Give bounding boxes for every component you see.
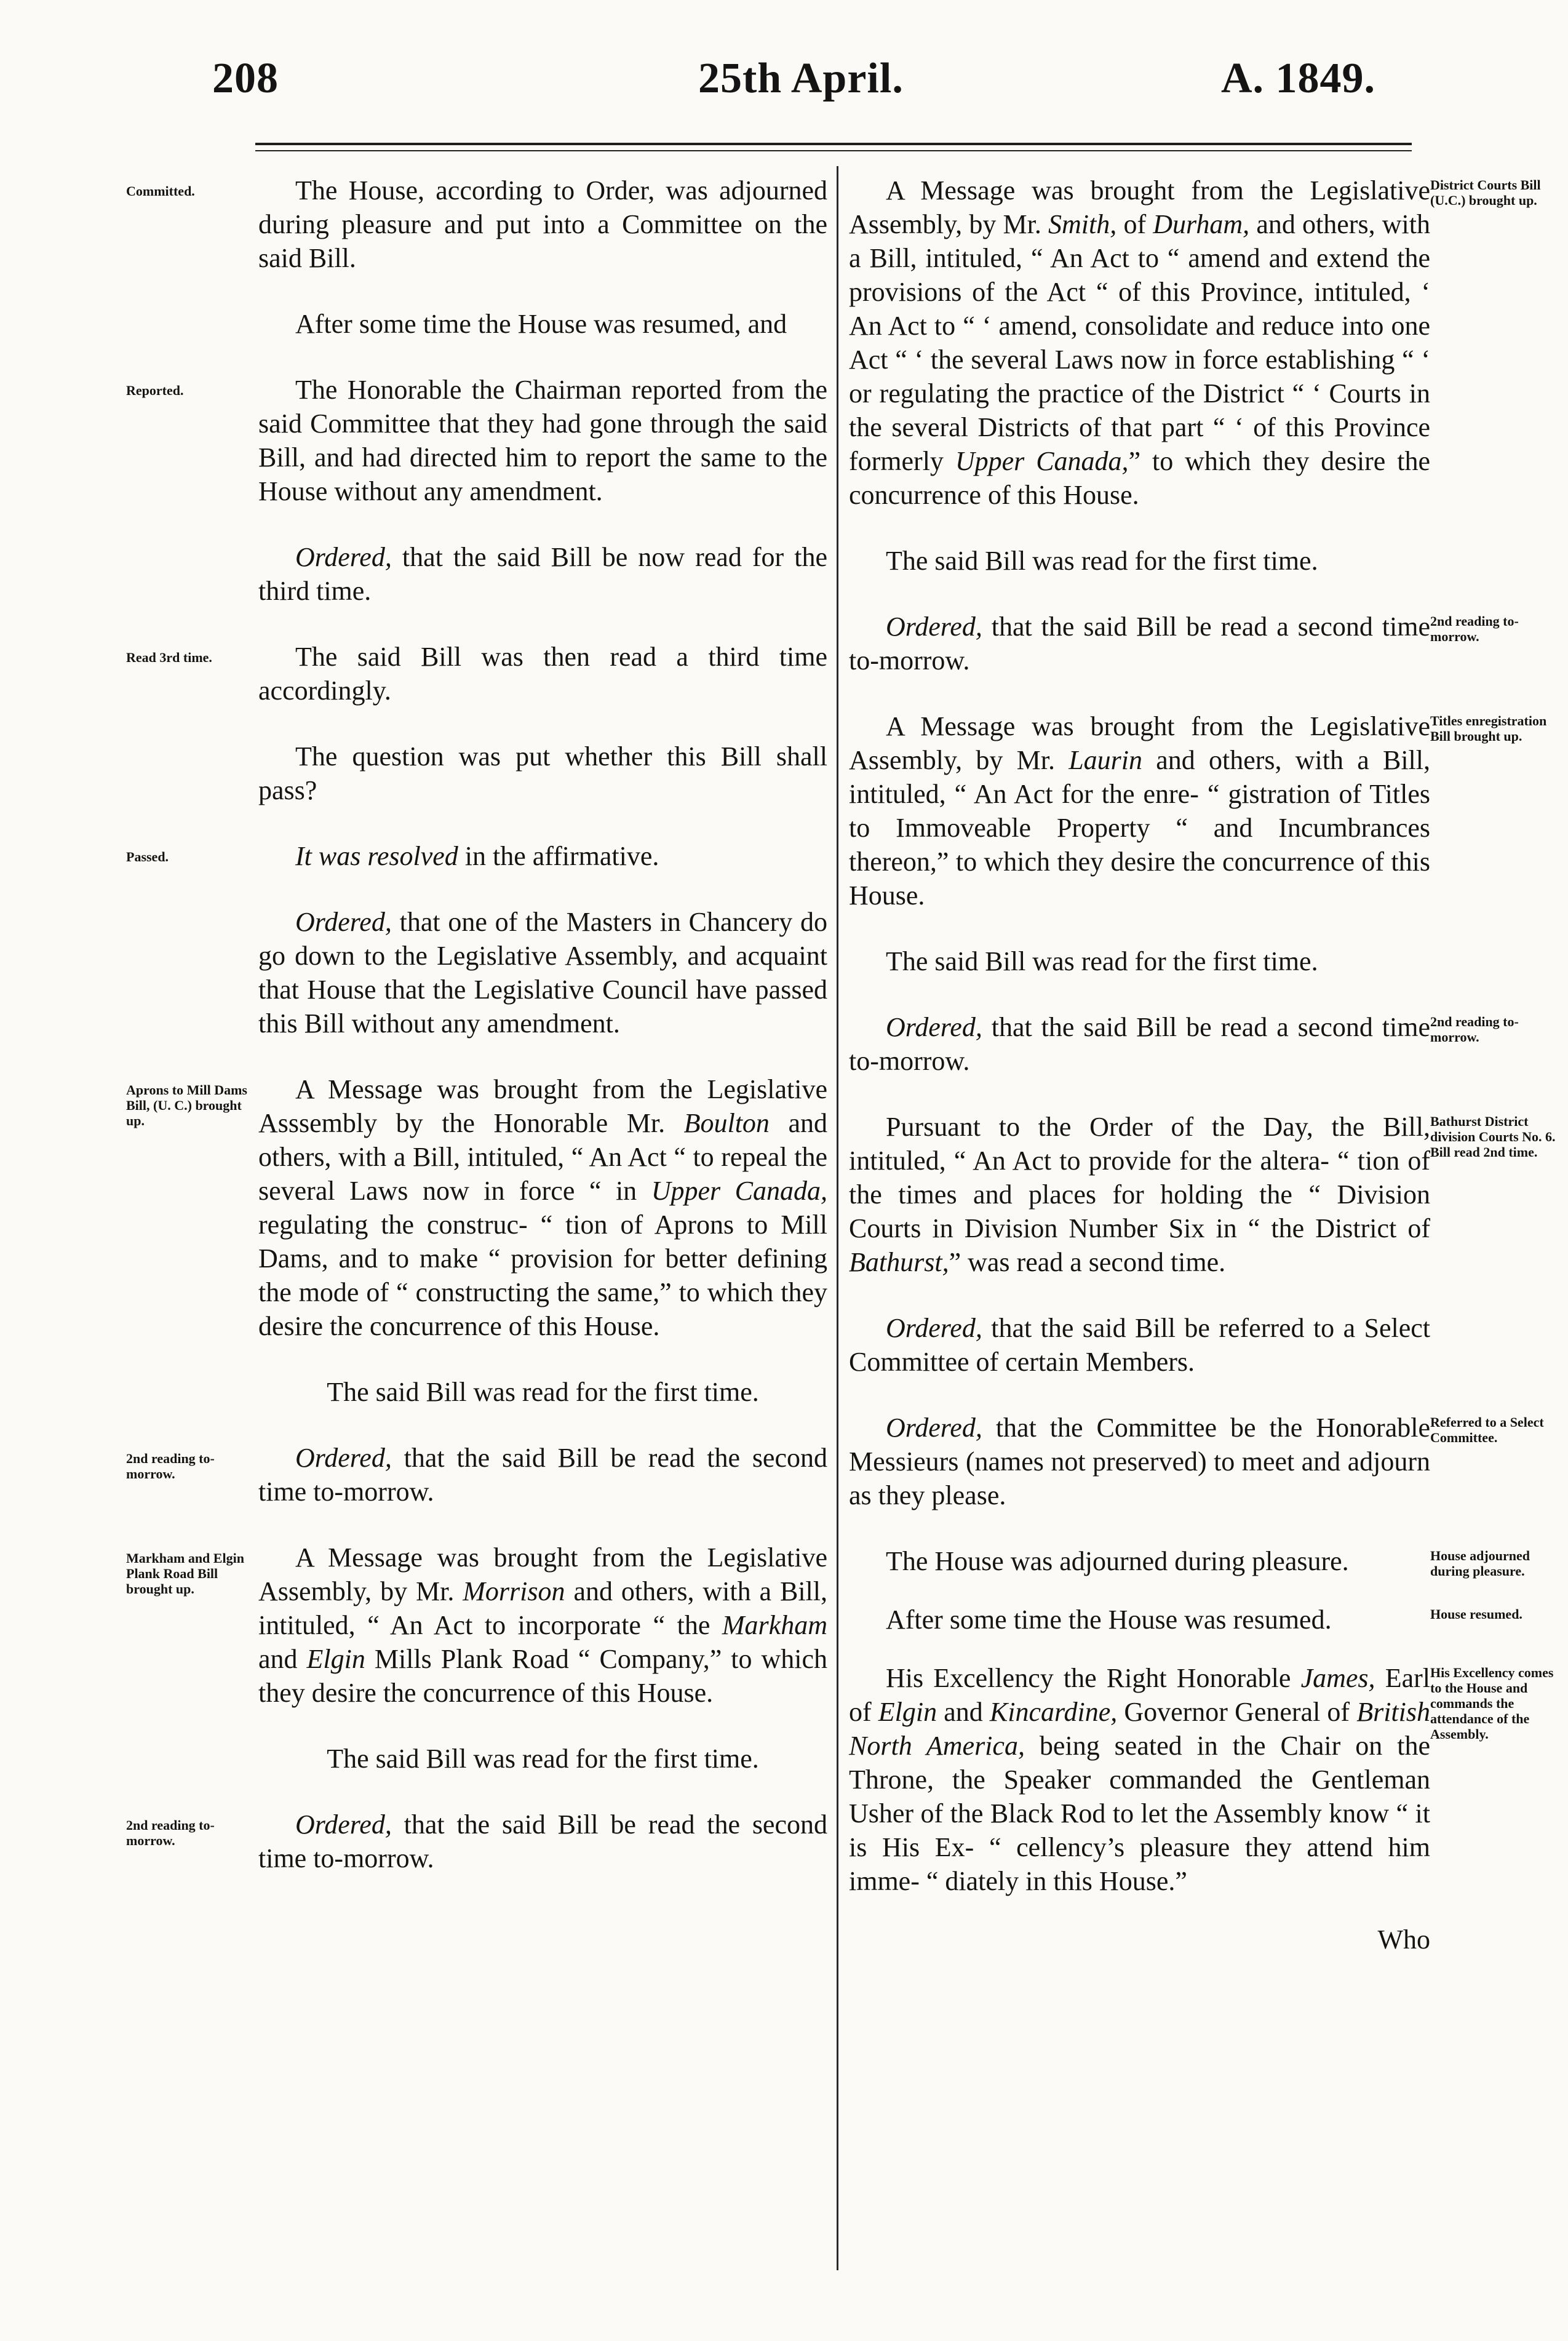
text-run: A Message was brought from the Legislative Assembly, by Mr. [258,1542,827,1606]
paragraph [849,709,1547,912]
column-divider [837,166,838,2270]
margin-note: House adjourned during pleasure. [1430,1548,1530,1579]
italic-text: Upper Canada, [651,1176,827,1206]
margin-note: Bathurst District division Courts No. 6. Bill read 2nd time. [1430,1114,1556,1160]
text-run: Mills Plank Road “ Company,” to which they desire the concurrence of this House. [258,1644,828,1708]
paragraph [126,1441,827,1509]
italic-text: Boulton [683,1108,770,1138]
margin-note: House resumed. [1430,1606,1522,1622]
italic-text: Ordered, [295,542,392,572]
paragraph [849,1603,1522,1637]
italic-text: Markham [722,1610,827,1640]
italic-text: Smith, [1048,209,1117,239]
paragraph [126,1808,827,1875]
text-run: The said Bill was read for the first time. [327,1744,759,1774]
text-run: After some time the House was resumed. [886,1605,1332,1635]
paragraph [126,373,827,508]
text-run: and [937,1697,990,1727]
italic-text: Laurin [1069,745,1143,775]
paragraph [849,1110,1556,1279]
text-run: and [258,1644,307,1674]
text-run: Earl of [849,1663,1430,1727]
text-run: and others, with a Bill, intituled, “ An Act to “ amend and extend the provisions of the Act “ of this Province, intituled, ‘ An Act to “ ‘ amend, consolidate and reduce into one Act “ ‘ the several Laws now in force establishing “ ‘ or regulating the practice of the District “ ‘ Courts in the several Districts of that part “ ‘ of this Province formerly [849,209,1430,476]
italic-text: Durham, [1153,209,1250,239]
italic-text: Elgin [878,1697,937,1727]
text-run: that the said Bill be now read for the third time. [258,542,827,606]
italic-text: Bathurst, [849,1247,949,1277]
margin-note: Titles enregistration Bill brought up. [1430,713,1547,744]
catchword: Who [1377,1924,1430,1955]
margin-note: Read 3rd time. [126,650,212,665]
text-run: that the said Bill be referred to a Select Committee of certain Members. [849,1313,1430,1377]
paragraph [849,544,1430,578]
paragraph [849,944,1430,978]
text-run: The said Bill was read for the first time. [327,1377,759,1407]
margin-note: 2nd reading to-morrow. [126,1817,215,1848]
italic-text: Kincardine, [989,1697,1118,1727]
italic-text: Ordered, [886,1012,982,1042]
text-run: that the Committee be the Honorable Messieurs (names not preserved) to meet and adjourn as they please. [849,1413,1430,1510]
text-run: A Message was brought from the Legislative Asssembly by the Honorable Mr. [258,1074,827,1138]
page-date: 25th April. [698,55,904,102]
text-run: that the said Bill be read a second time to-morrow. [849,612,1430,676]
italic-text: Ordered, [886,612,982,642]
text-run: The Honorable the Chairman reported from the said Committee that they had gone through the said Bill, and had directed him to report the same to the House without any amendment. [258,375,827,506]
text-run: regulating the construc- “ tion of Aprons to Mill Dams, and to make “ provision for better defining the mode of “ constructing the same,” to which they desire the concurrence of this House. [258,1210,827,1341]
paragraph [258,1742,827,1776]
margin-note: Reported. [126,383,184,398]
italic-text: Elgin [306,1644,365,1674]
text-run: The House, according to Order, was adjourned during pleasure and put into a Committee on the said Bill. [258,175,827,273]
right-column [849,173,1556,1955]
text-run: that the said Bill be read a second time to-morrow. [849,1012,1430,1076]
margin-note: Passed. [126,849,169,864]
header-rule-thin [255,150,1412,151]
text-run: and others, with a Bill, intituled, “ An Act “ to repeal the several Laws now in force “ in [258,1108,828,1206]
paragraph [126,173,827,275]
text-run: His Excellency the Right Honorable [886,1663,1301,1693]
margin-note: Aprons to Mill Dams Bill, (U. C.) brought up. [126,1082,247,1128]
paragraph [849,1544,1530,1579]
paragraph [849,173,1541,512]
page-number: 208 [212,55,279,102]
paragraph [126,640,827,708]
left-column [126,173,828,1907]
text-run: and others, with a Bill, intituled, “ An Act to incorporate “ the [258,1576,827,1640]
italic-text: Ordered, [295,907,392,937]
paragraph [126,1541,828,1710]
text-run: A Message was brought from the Legislative Assembly, by Mr. [849,175,1430,239]
header-rule [255,143,1412,145]
paragraph [126,839,827,873]
text-run: Pursuant to the Order of the Day, the Bill, intituled, “ An Act to provide for the altera- “ tion of the times and places for holding the “ Division Courts in Division Number Six in “ the District of [849,1112,1430,1243]
text-run: and others, with a Bill, intituled, “ An Act for the enre- “ gistration of Titles to Immoveable Property “ and Incumbrances thereon,” to which they desire the concurrence of this House. [849,745,1430,911]
italic-text: Ordered, [886,1313,982,1343]
margin-note: Referred to a Select Committee. [1430,1414,1544,1445]
text-run: in the affirmative. [458,841,659,871]
paragraph [849,1311,1430,1379]
text-run: The said Bill was read for the first time. [886,546,1318,576]
text-run: of [1116,209,1153,239]
paragraph [258,540,827,608]
paragraph [258,905,827,1040]
paragraph [849,610,1519,677]
text-run: The said Bill was read for the first time. [886,946,1318,976]
italic-text: Ordered, [886,1413,982,1443]
italic-text: James, [1300,1663,1375,1693]
italic-text: Morrison [463,1576,565,1606]
italic-text: British North America, [849,1697,1430,1761]
margin-note: 2nd reading to-morrow. [1430,1014,1519,1045]
text-run: The question was put whether this Bill shall pass? [258,741,827,805]
italic-text: Ordered, [295,1809,392,1840]
text-run: that the said Bill be read the second time to-morrow. [258,1809,827,1873]
paragraph [258,307,827,341]
text-run: being seated in the Chair on the Throne, the Speaker commanded the Gentleman Usher of the Black Rod to let the Assembly know “ it is His Ex- “ cellency’s pleasure they attend him imme- “ diately in this House.” [849,1731,1430,1896]
italic-text: Ordered, [295,1443,392,1473]
text-run: After some time the House was resumed, and [295,309,787,339]
paragraph [849,1010,1519,1078]
text-run: A Message was brought from the Legislative Assembly, by Mr. [849,711,1430,775]
paragraph [258,740,827,807]
paragraph [849,1411,1544,1512]
text-run: Governor General of [1117,1697,1357,1727]
margin-note: Markham and Elgin Plank Road Bill brought up. [126,1550,244,1597]
margin-note: His Excellency comes to the House and commands the attendance of the Assembly. [1430,1665,1554,1742]
text-run: The said Bill was then read a third time accordingly. [258,642,827,706]
margin-note: District Courts Bill (U.C.) brought up. [1430,177,1541,208]
italic-text: It was resolved [295,841,458,871]
paragraph [126,1072,828,1343]
text-run: The House was adjourned during pleasure. [886,1546,1349,1576]
margin-note: 2nd reading to-morrow. [1430,613,1519,644]
text-run: that the said Bill be read the second time to-morrow. [258,1443,827,1507]
italic-text: Upper Canada, [955,446,1129,476]
margin-note: Committed. [126,183,195,199]
paragraph [258,1375,827,1409]
text-run: that one of the Masters in Chancery do go down to the Legislative Assembly, and acquaint that House that the Legislative Council have passed this Bill without any amendment. [258,907,827,1039]
page-year: A. 1849. [1221,55,1376,102]
text-run: ” to which they desire the concurrence of this House. [849,446,1430,510]
paragraph [849,1661,1554,1898]
text-run: ” was read a second time. [949,1247,1226,1277]
margin-note: 2nd reading to-morrow. [126,1451,215,1482]
